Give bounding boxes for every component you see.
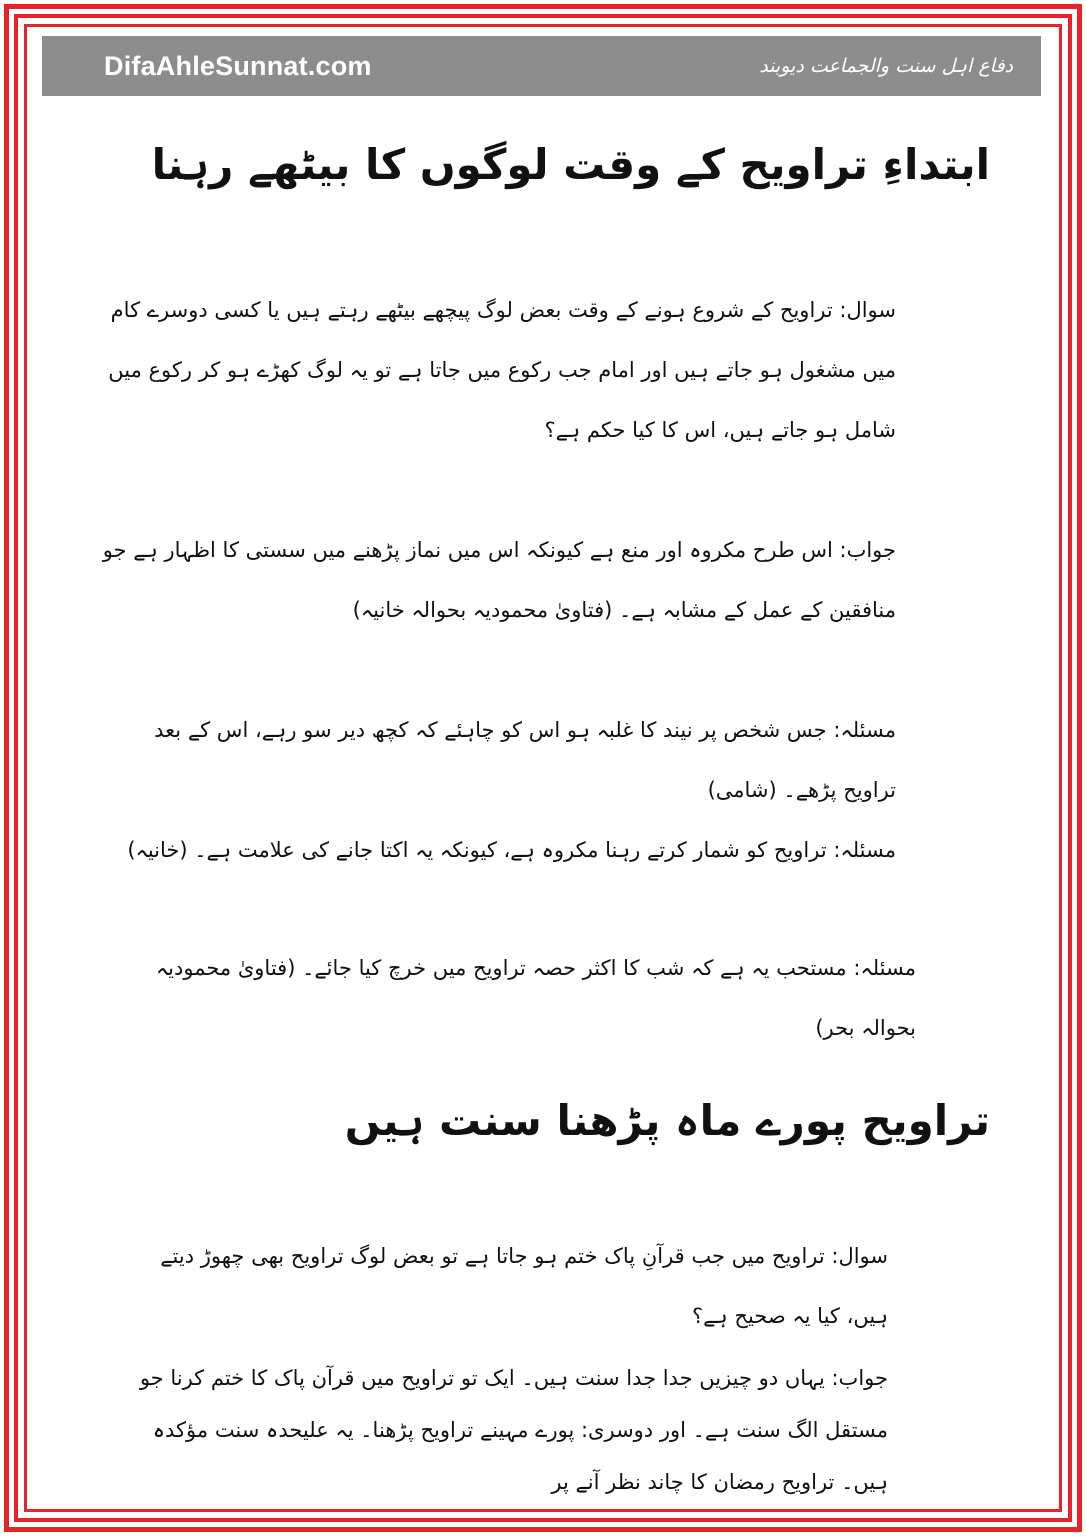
section1-answer: جواب: اس طرح مکروہ اور منع ہے کیونکہ اس میں نماز پڑھنے میں سستی کا اظہار ہے جو منافقین کے عمل کے مشابہ ہے۔ (فتاویٰ محمودیہ بحوالہ خانیہ) <box>102 538 896 622</box>
organization-name: دفاع اہل سنت والجماعت دیوبند <box>759 55 1013 77</box>
section1-question: سوال: تراویح کے شروع ہونے کے وقت بعض لوگ پیچھے بیٹھے رہتے ہیں یا کسی دوسرے کام میں مشغول ہو جاتے ہیں اور امام جب رکوع میں جاتا ہے تو یہ لوگ کھڑے ہو کر رکوع میں شامل ہو جاتے ہیں، اس کا کیا حکم ہے؟ <box>108 298 896 442</box>
section2-question: سوال: تراویح میں جب قرآنِ پاک ختم ہو جاتا ہے تو بعض لوگ تراویح بھی چھوڑ دیتے ہیں، کیا یہ صحیح ہے؟ <box>160 1244 888 1328</box>
site-url[interactable]: DifaAhleSunnat.com <box>104 50 372 81</box>
header-bar <box>42 36 1041 96</box>
section1-title: ابتداءِ تراویح کے وقت لوگوں کا بیٹھے رہنا <box>151 140 990 189</box>
section1-masala-1: مسئلہ: جس شخص پر نیند کا غلبہ ہو اس کو چاہئے کہ کچھ دیر سو رہے، اس کے بعد تراویح پڑھے۔ (شامی) <box>154 718 896 802</box>
section2-answer: جواب: یہاں دو چیزیں جدا جدا سنت ہیں۔ ایک تو تراویح میں قرآن پاک کا ختم کرنا جو مستقل الگ سنت ہے۔ اور دوسری: پورے مہینے تراویح پڑھنا۔ یہ علیحدہ سنت مؤکدہ ہیں۔ تراویح رمضان کا چاند نظر آنے پر <box>139 1366 888 1494</box>
section2-title: تراویح پورے ماہ پڑھنا سنت ہیں <box>344 1096 990 1145</box>
section1-masala-3: مسئلہ: مستحب یہ ہے کہ شب کا اکثر حصہ تراویح میں خرچ کیا جائے۔ (فتاویٰ محمودیہ بحوالہ بحر) <box>155 956 916 1040</box>
section1-masala-2: مسئلہ: تراویح کو شمار کرتے رہنا مکروہ ہے، کیونکہ یہ اکتا جانے کی علامت ہے۔ (خانیہ) <box>127 838 896 862</box>
